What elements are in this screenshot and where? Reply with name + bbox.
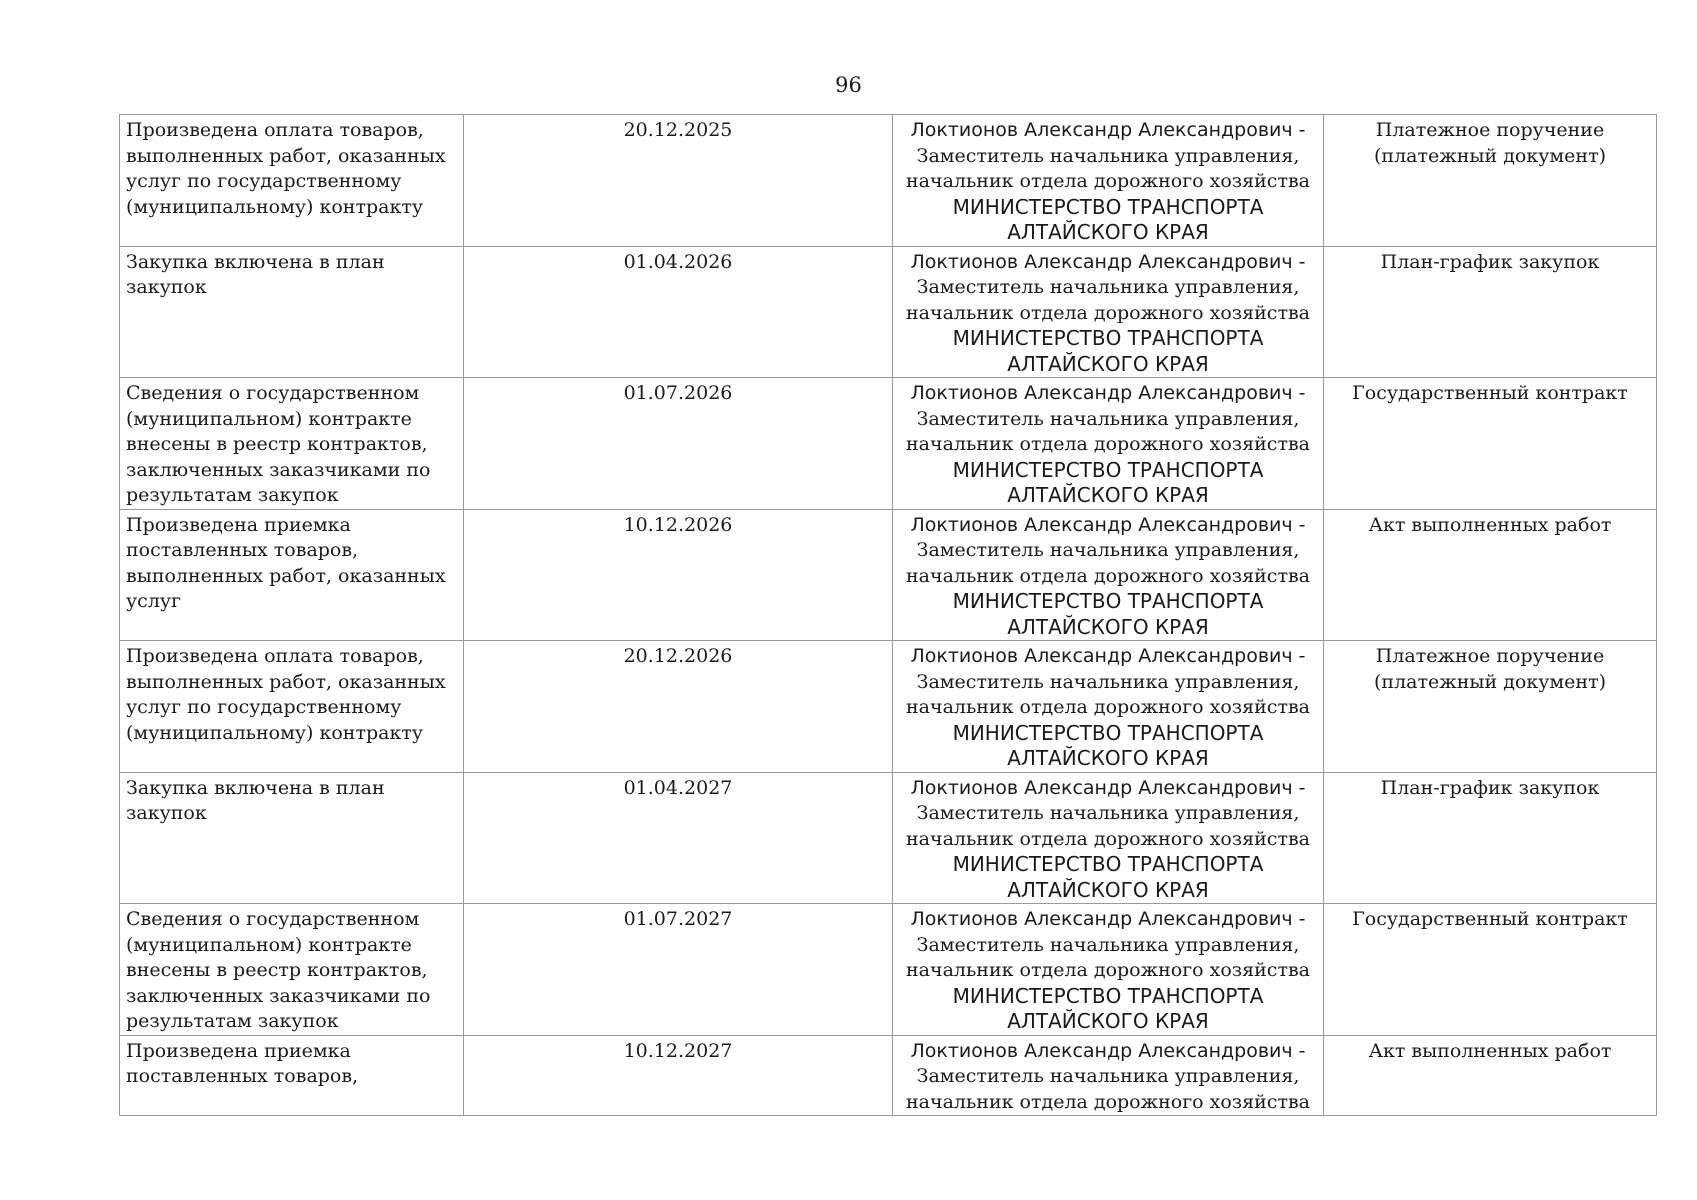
responsible-ministry: АЛТАЙСКОГО КРАЯ (1007, 483, 1209, 507)
responsible-position: начальник отдела дорожного хозяйства (906, 827, 1310, 850)
responsible-name: Локтионов Александр Александрович - (910, 513, 1306, 536)
responsible-name: Локтионов Александр Александрович - (910, 776, 1306, 799)
table-row (120, 509, 1657, 641)
responsible-position: Заместитель начальника управления, (916, 1065, 1300, 1087)
responsible-position: Заместитель начальника управления, (916, 802, 1300, 824)
responsible-ministry: МИНИСТЕРСТВО ТРАНСПОРТА (952, 194, 1264, 219)
responsible-ministry: АЛТАЙСКОГО КРАЯ (1007, 1009, 1209, 1033)
event-cell: Произведена приемка поставленных товаров, выполненных работ, оказанных услуг (120, 509, 464, 641)
date-cell: 10.12.2026 (464, 509, 893, 641)
document-cell: Платежное поручение (платежный документ) (1324, 641, 1657, 773)
date-cell: 01.04.2027 (464, 772, 893, 904)
table-row (120, 1035, 1657, 1116)
document-cell: Государственный контракт (1324, 378, 1657, 510)
table-row (120, 115, 1657, 247)
responsible-position: начальник отдела дорожного хозяйства (906, 1090, 1310, 1113)
responsible-position: начальник отдела дорожного хозяйства (906, 959, 1310, 981)
table-row (120, 378, 1657, 510)
responsible-cell (893, 509, 1324, 641)
responsible-position: начальник отдела дорожного хозяйства (906, 564, 1310, 587)
responsible-ministry: МИНИСТЕРСТВО ТРАНСПОРТА (952, 852, 1264, 876)
event-cell: Закупка включена в план закупок (120, 246, 464, 378)
responsible-position: Заместитель начальника управления, (916, 276, 1300, 298)
responsible-ministry: МИНИСТЕРСТВО ТРАНСПОРТА (952, 983, 1264, 1008)
responsible-cell (893, 246, 1324, 378)
page-number: 96 (835, 73, 862, 97)
date-cell: 01.04.2026 (464, 246, 893, 378)
document-cell: План-график закупок (1324, 772, 1657, 904)
event-cell: Произведена оплата товаров, выполненных работ, оказанных услуг по государственному (муниципальному) контракту (120, 115, 464, 247)
document-cell: Акт выполненных работ (1324, 1035, 1657, 1116)
responsible-ministry: АЛТАЙСКОГО КРАЯ (1007, 877, 1209, 902)
date-cell: 01.07.2026 (464, 378, 893, 510)
responsible-name: Локтионов Александр Александрович - (910, 382, 1306, 404)
responsible-position: начальник отдела дорожного хозяйства (906, 170, 1310, 192)
responsible-ministry: АЛТАЙСКОГО КРАЯ (1007, 220, 1209, 244)
responsible-position: Заместитель начальника управления, (916, 407, 1300, 430)
date-cell: 01.07.2027 (464, 904, 893, 1036)
event-cell: Закупка включена в план закупок (120, 772, 464, 904)
control-points-table (119, 114, 1657, 1116)
responsible-ministry: МИНИСТЕРСТВО ТРАНСПОРТА (952, 720, 1264, 745)
date-cell: 20.12.2026 (464, 641, 893, 773)
responsible-name: Локтионов Александр Александрович - (910, 1039, 1306, 1062)
event-cell: Произведена оплата товаров, выполненных работ, оказанных услуг по государственному (муниципальному) контракту (120, 641, 464, 773)
table-row (120, 246, 1657, 378)
responsible-position: Заместитель начальника управления, (916, 933, 1300, 956)
event-cell: Произведена приемка поставленных товаров, (120, 1035, 464, 1116)
responsible-ministry: МИНИСТЕРСТВО ТРАНСПОРТА (952, 457, 1264, 482)
document-cell: Государственный контракт (1324, 904, 1657, 1036)
responsible-cell (893, 1035, 1324, 1116)
event-cell: Сведения о государственном (муниципальном) контракте внесены в реестр контрактов, заключенных заказчиками по результатам закупок (120, 378, 464, 510)
document-cell: Акт выполненных работ (1324, 509, 1657, 641)
responsible-cell (893, 904, 1324, 1036)
responsible-position: начальник отдела дорожного хозяйства (906, 301, 1310, 324)
responsible-name: Локтионов Александр Александрович - (910, 119, 1306, 141)
responsible-ministry: МИНИСТЕРСТВО ТРАНСПОРТА (952, 589, 1264, 613)
table-row (120, 641, 1657, 773)
document-cell: Платежное поручение (платежный документ) (1324, 115, 1657, 247)
responsible-cell (893, 115, 1324, 247)
responsible-cell (893, 772, 1324, 904)
table-row (120, 904, 1657, 1036)
document-cell: План-график закупок (1324, 246, 1657, 378)
responsible-position: Заместитель начальника управления, (916, 670, 1300, 693)
responsible-cell (893, 378, 1324, 510)
responsible-cell (893, 641, 1324, 773)
responsible-name: Локтионов Александр Александрович - (910, 645, 1306, 667)
table-row (120, 772, 1657, 904)
responsible-ministry: АЛТАЙСКОГО КРАЯ (1007, 351, 1209, 376)
responsible-ministry: АЛТАЙСКОГО КРАЯ (1007, 614, 1209, 639)
responsible-position: начальник отдела дорожного хозяйства (906, 696, 1310, 718)
responsible-position: начальник отдела дорожного хозяйства (906, 433, 1310, 455)
responsible-position: Заместитель начальника управления, (916, 539, 1300, 561)
responsible-name: Локтионов Александр Александрович - (910, 908, 1306, 930)
responsible-ministry: АЛТАЙСКОГО КРАЯ (1007, 746, 1209, 770)
responsible-ministry: МИНИСТЕРСТВО ТРАНСПОРТА (952, 326, 1264, 350)
event-cell: Сведения о государственном (муниципальном) контракте внесены в реестр контрактов, заключенных заказчиками по результатам закупок (120, 904, 464, 1036)
responsible-position: Заместитель начальника управления, (916, 144, 1300, 167)
responsible-name: Локтионов Александр Александрович - (910, 250, 1306, 273)
date-cell: 10.12.2027 (464, 1035, 893, 1116)
date-cell: 20.12.2025 (464, 115, 893, 247)
